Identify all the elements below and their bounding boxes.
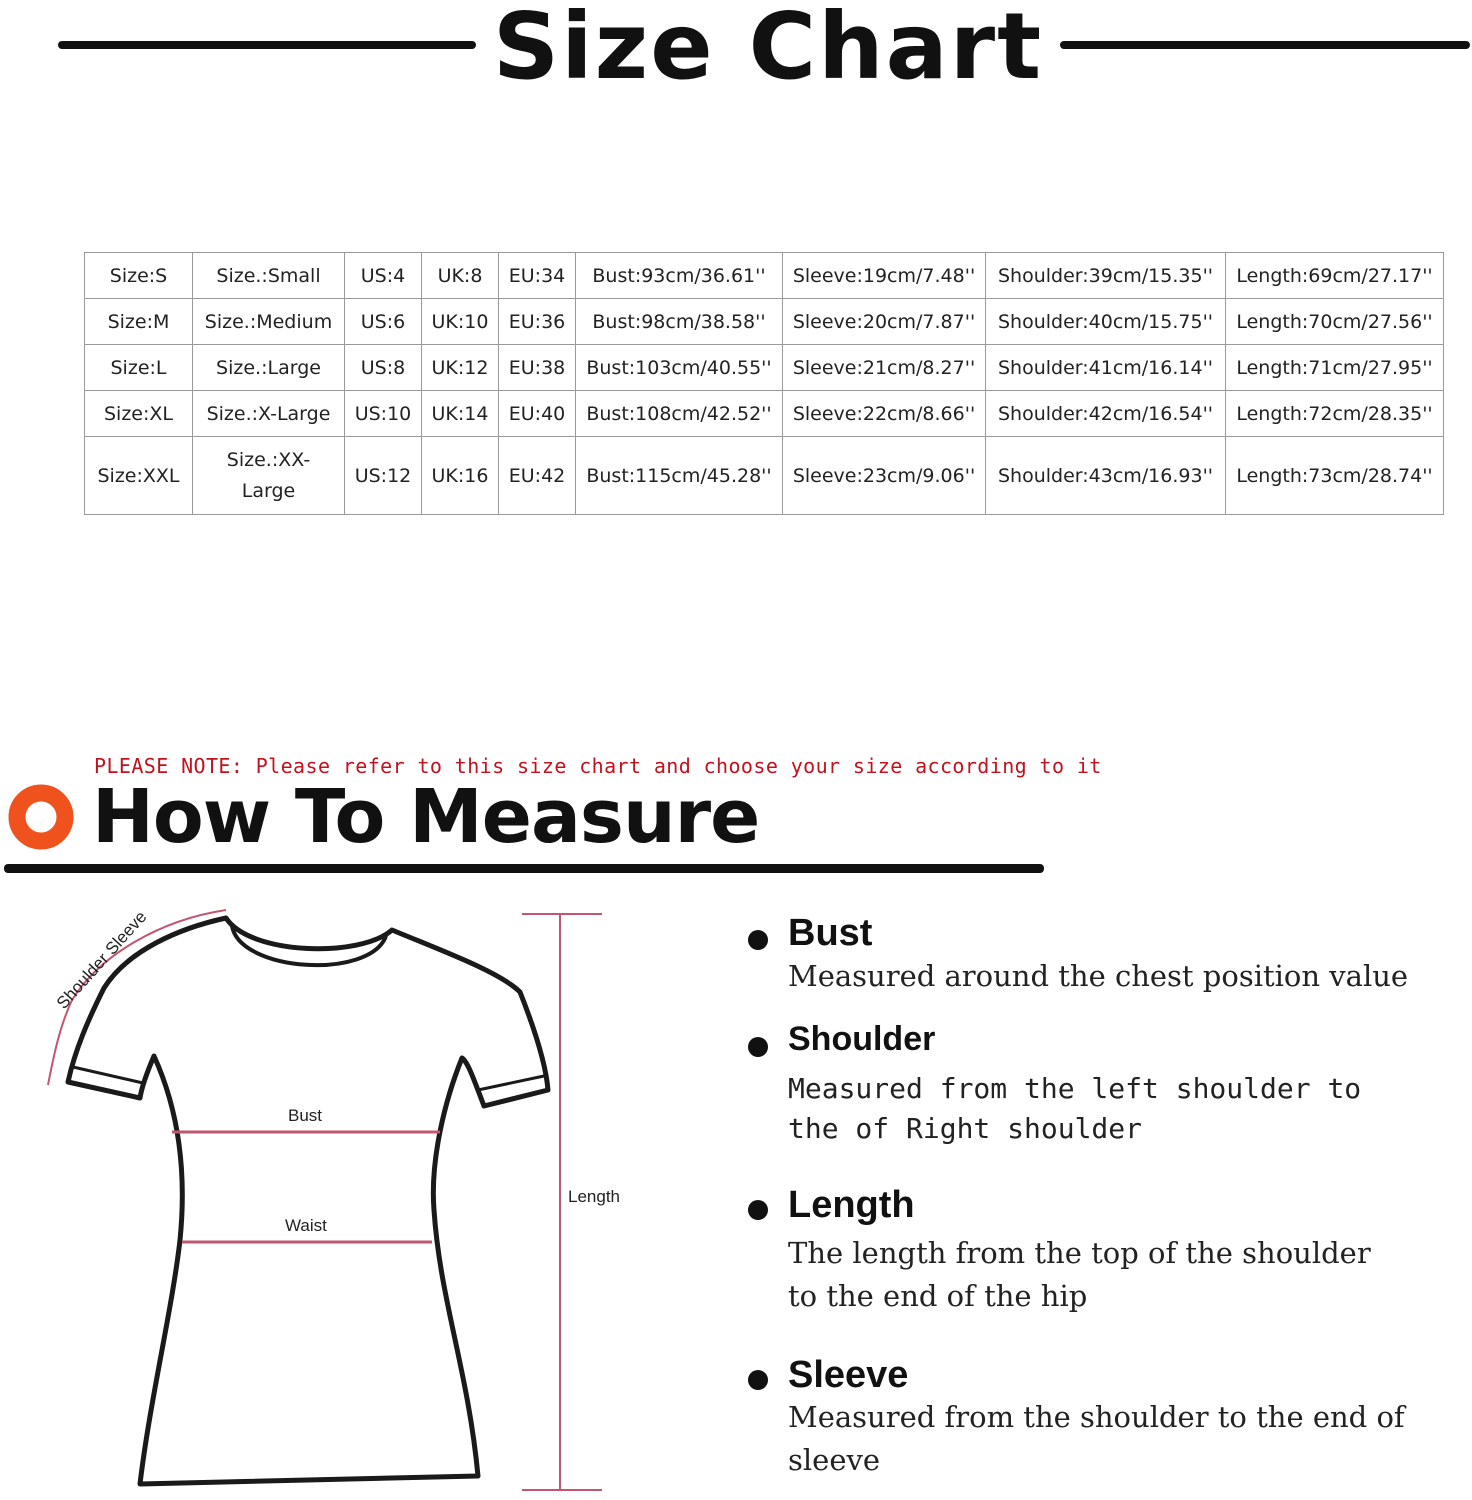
definition-term: Bust [788,912,873,954]
table-cell: UK:8 [422,253,499,299]
table-cell: Bust:98cm/38.58'' [576,299,783,345]
table-row [85,299,1444,345]
page-title: Size Chart [492,0,1044,100]
table-cell: Shoulder:41cm/16.14'' [986,345,1226,391]
tshirt-outline [68,918,548,1484]
definition-desc: Measured around the chest position value [788,959,1409,993]
table-row [85,437,1444,515]
table-cell: US:8 [345,345,422,391]
table-cell: Sleeve:23cm/9.06'' [783,437,986,515]
table-cell: Shoulder:43cm/16.93'' [986,437,1226,515]
table-cell: Size.:Small [193,253,345,299]
definition-term: Sleeve [788,1354,909,1396]
table-cell: UK:16 [422,437,499,515]
table-cell: Size.:X-Large [193,391,345,437]
table-cell: Length:69cm/27.17'' [1226,253,1444,299]
table-cell: Size:M [85,299,193,345]
header-rule-right [1060,41,1470,49]
table-cell: Sleeve:20cm/7.87'' [783,299,986,345]
bullet-icon [748,1200,768,1220]
table-cell: US:10 [345,391,422,437]
definition-desc: The length from the top of the shoulder to the end of the hip [788,1236,1371,1313]
table-cell: Bust:103cm/40.55'' [576,345,783,391]
table-cell: EU:40 [499,391,576,437]
table-cell: Shoulder:40cm/15.75'' [986,299,1226,345]
table-cell: UK:10 [422,299,499,345]
table-cell: Shoulder:42cm/16.54'' [986,391,1226,437]
size-table-body [85,253,1444,515]
bullet-icon [748,930,768,950]
bullet-icon [748,1370,768,1390]
bullet-icon [748,1037,768,1057]
table-cell: Size:XXL [85,437,193,515]
how-to-measure-rule [4,864,1044,873]
table-cell: EU:42 [499,437,576,515]
table-row [85,391,1444,437]
how-to-measure-title: How To Measure [92,774,760,860]
table-cell: UK:12 [422,345,499,391]
definition-desc: Measured from the shoulder to the end of sleeve [788,1400,1405,1477]
size-note: PLEASE NOTE: Please refer to this size chart and choose your size according to it [94,754,1102,778]
size-chart-header [0,0,1472,100]
table-cell: UK:14 [422,391,499,437]
table-cell: Size:L [85,345,193,391]
table-row [85,253,1444,299]
definition-desc: Measured from the left shoulder to the of Right shoulder [788,1072,1362,1145]
table-cell: Length:71cm/27.95'' [1226,345,1444,391]
table-cell: US:12 [345,437,422,515]
table-cell: Sleeve:19cm/7.48'' [783,253,986,299]
table-cell: US:4 [345,253,422,299]
length-label: Length [568,1187,620,1206]
table-cell: Shoulder:39cm/15.35'' [986,253,1226,299]
table-cell: Length:70cm/27.56'' [1226,299,1444,345]
table-cell: Sleeve:22cm/8.66'' [783,391,986,437]
left-sleeve-hem [73,1067,143,1083]
table-cell: US:6 [345,299,422,345]
definition-term: Length [788,1184,915,1226]
table-cell: Size.:XX-Large [193,437,345,515]
table-cell: Bust:108cm/42.52'' [576,391,783,437]
bust-label: Bust [288,1106,323,1125]
table-cell: EU:34 [499,253,576,299]
size-table [84,252,1444,515]
table-cell: Length:72cm/28.35'' [1226,391,1444,437]
table-cell: Size:XL [85,391,193,437]
table-cell: Size:S [85,253,193,299]
table-cell: Size.:Large [193,345,345,391]
table-cell: EU:36 [499,299,576,345]
shoulder-sleeve-label: Shoulder Sleeve [52,907,151,1013]
table-cell: Bust:115cm/45.28'' [576,437,783,515]
definition-term: Shoulder [788,1020,936,1058]
waist-label: Waist [285,1216,327,1235]
table-cell: EU:38 [499,345,576,391]
right-sleeve-hem [478,1076,544,1090]
table-row [85,345,1444,391]
tshirt-diagram [0,880,700,1500]
header-rule-left [58,41,476,49]
table-cell: Length:73cm/28.74'' [1226,437,1444,515]
table-cell: Size.:Medium [193,299,345,345]
table-cell: Bust:93cm/36.61'' [576,253,783,299]
ring-icon [8,784,74,850]
table-cell: Sleeve:21cm/8.27'' [783,345,986,391]
